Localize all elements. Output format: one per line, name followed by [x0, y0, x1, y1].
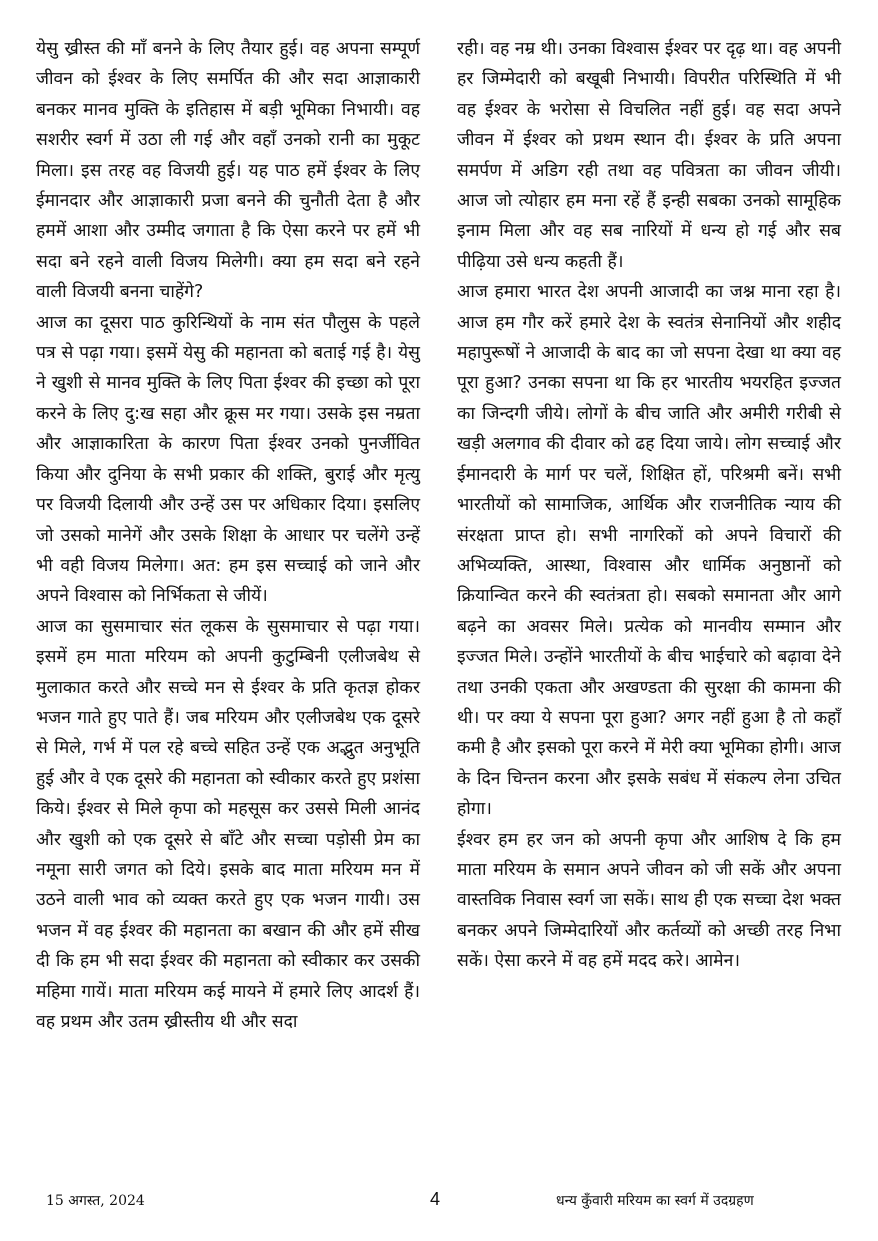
- footer-date: 15 अगस्त, 2024: [46, 1193, 145, 1209]
- footer-title: धन्य कुँवारी मरियम का स्वर्ग में उदग्रहण: [556, 1193, 754, 1209]
- page-footer: [0, 1189, 878, 1219]
- paragraph-closing-prayer: ईश्वर हम हर जन को अपनी कृपा और आशिष दे कि हम माता मरियम के समान अपने जीवन को जी सकें और अपना वास्तविक निवास स्वर्ग जा सकें। साथ ही एक सच्चा देश भक्त बनकर अपने जिम्मेदारियों और कर्तव्यों को अच्छी तरह निभा सकें। ऐसा करने में वह हमें मदद करे। आमेन।: [457, 829, 841, 972]
- paragraph-mary-victory: येसु ख्रीस्त की माँ बनने के लिए तैयार हुई। वह अपना सम्पूर्ण जीवन को ईश्वर के लिए समर्पित की और सदा आज्ञाकारी बनकर मानव मुक्ति के इतिहास में बड़ी भूमिका निभायी। वह सशरीर स्वर्ग में उठा ली गई और वहाँ उनको रानी का मुकूट मिला। इस तरह वह विजयी हुई। यह पाठ हमें ईश्वर के लिए ईमानदार और आज्ञाकारी प्रजा बनने की चुनौती देता है और हममें आशा और उम्मीद जगाता है कि ऐसा करने पर हमें भी सदा बने रहने वाली विजय मिलेगी। क्या हम सदा बने रहने वाली विजयी बनना चाहेंगे?: [36, 39, 420, 303]
- paragraph-gospel: आज का सुसमाचार संत लूकस के सुसमाचार से पढ़ा गया। इसमें हम माता मरियम को अपनी कुटुम्बिनी एलीजबेथ से मुलाकात करते और सच्चे मन से ईश्वर के प्रति कृतज्ञ होकर भजन गाते हुए पाते हैं। जब मरियम और एलीजबेथ एक दूसरे से मिले, गर्भ में पल रहे बच्चे सहित उन्हें एक अद्भुत अनुभूति हुई और वे एक दूसरे की महानता को स्वीकार करते हुए प्रशंसा किये। ईश्वर से मिले कृपा को महसूस कर उससे मिली आनंद और खुशी को एक दूसरे से बाँटे और सच्चा पड़ोसी प्रेम का नमूना सारी जगत को दिये। इसके बाद माता मरियम मन में उठने वाली भाव को व्यक्त करते हुए एक भजन गायी। उस भजन में वह ईश्वर की महानता का बखान की और हमें सीख दी कि हम भी सदा ईश्वर की महानता को स्वीकार कर उसकी महिमा गायें। माता मरियम कई मायने में हमारे लिए आदर्श हैं। वह प्रथम और उतम ख्रीस्तीय थी और सदा: [36, 616, 420, 1032]
- paragraph-mary-faith: रही। वह नम्र थी। उनका विश्वास ईश्वर पर दृढ़ था। वह अपनी हर जिम्मेदारी को बखूबी निभायी। विपरीत परिस्थिति में भी वह ईश्वर के भरोसा से विचलित नहीं हुई। वह सदा अपने जीवन में ईश्वर को प्रथम स्थान दी। ईश्वर के प्रति अपना समर्पण में अडिग रही तथा वह पवित्रता का जीवन जीयी। आज जो त्योहार हम मना रहें हैं इन्ही सबका उनको सामूहिक इनाम मिला और वह सब नारियों में धन्य हो गई और सब पीढ़िया उसे धन्य कहती हैं।: [457, 39, 841, 272]
- paragraph-independence-day: आज हमारा भारत देश अपनी आजादी का जश्न माना रहा है। आज हम गौर करें हमारे देश के स्वतंत्र सेनानियों और शहीद महापुरूषों ने आजादी के बाद का जो सपना देखा था क्या वह पूरा हुआ? उनका सपना था कि हर भारतीय भयरहित इज्जत का जिन्दगी जीये। लोगों के बीच जाति और अमीरी गरीबी से खड़ी अलगाव की दीवार को ढह दिया जाये। लोग सच्चाई और ईमानदारी के मार्ग पर चलें, शिक्षित हों, परिश्रमी बनें। सभी भारतीयों को सामाजिक, आर्थिक और राजनीतिक न्याय की संरक्षता प्राप्त हो। सभी नागरिकों को अपने विचारों की अभिव्यक्ति, आस्था, विश्वास और धार्मिक अनुष्ठानों को क्रियान्वित करने की स्वतंत्रता हो। सबको समानता और आगे बढ़ने का अवसर मिले। प्रत्येक को मानवीय सम्मान और इज्जत मिले। उन्होंने भारतीयों के बीच भाईचारे को बढ़ावा देने तथा उनकी एकता और अखण्डता की सुरक्षा की कामना की थी। पर क्या ये सपना पूरा हुआ? अगर नहीं हुआ है तो कहाँ कमी है और इसको पूरा करने में मेरी क्या भूमिका होगी। आज के दिन चिन्तन करना और इसके सबंध में संकल्प लेना उचित होगा।: [457, 282, 841, 820]
- right-column: [457, 34, 841, 977]
- paragraph-second-reading: आज का दूसरा पाठ कुरिन्थियों के नाम संत पौलुस के पहले पत्र से पढ़ा गया। इसमें येसु की महानता को बताई गई है। येसु ने खुशी से मानव मुक्ति के लिए पिता ईश्वर की इच्छा को पूरा करने के लिए दु:ख सहा और क्रूस मर गया। उसके इस नम्रता और आज्ञाकारिता के कारण पिता ईश्वर उनको पुनर्जीवित किया और दुनिया के सभी प्रकार की शक्ति, बुराई और मृत्यु पर विजयी दिलायी और उन्हें उस पर अधिकार दिया। इसलिए जो उसको मानेगें और उसके शिक्षा के आधार पर चलेंगे उन्हें भी वही विजय मिलेगा। अत: हम इस सच्चाई को जाने और अपने विश्वास को निर्भिकता से जीयें।: [36, 312, 420, 607]
- page-number: 4: [430, 1189, 441, 1209]
- left-column: [36, 34, 420, 1037]
